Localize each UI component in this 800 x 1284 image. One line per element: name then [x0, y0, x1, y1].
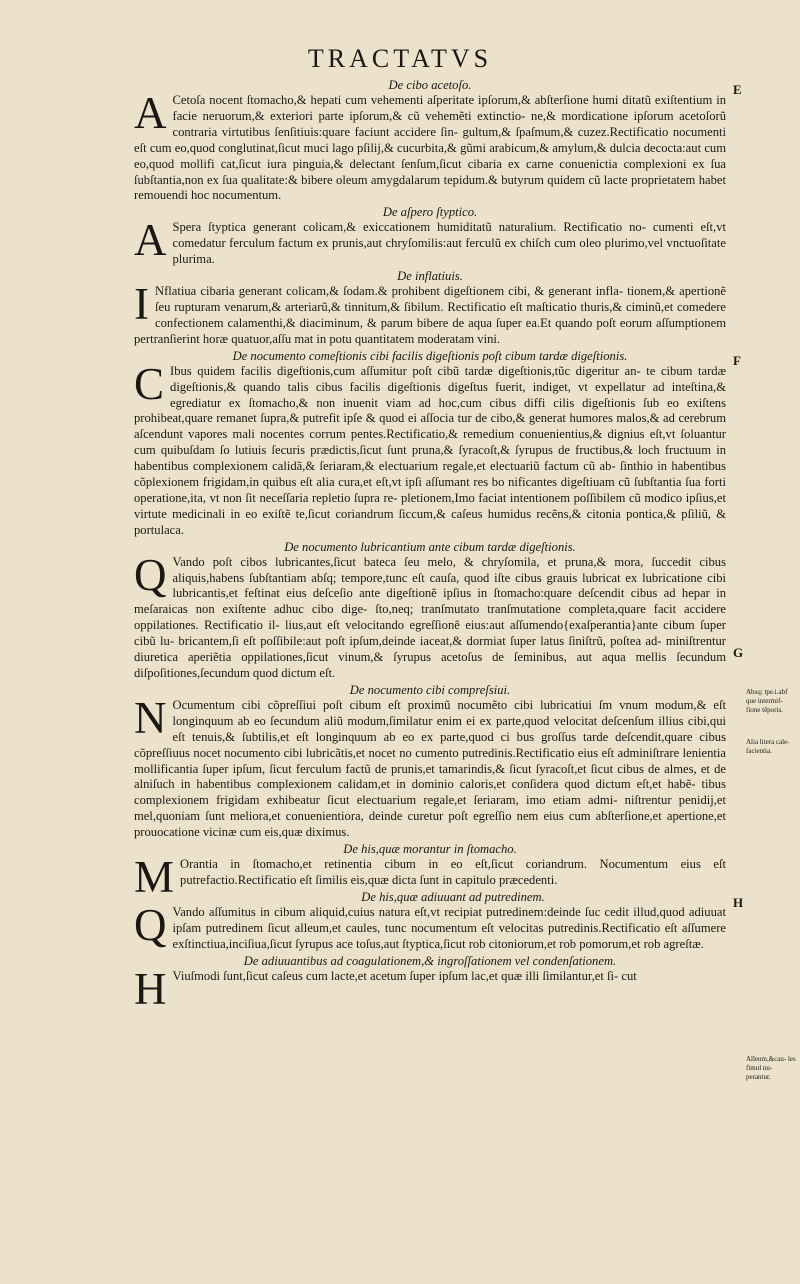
paragraph	[134, 549, 726, 682]
margin-note: Alleum,&cau- les fimul nu- perantur.	[746, 1055, 796, 1081]
drop-cap: Q	[134, 899, 167, 950]
drop-cap: A	[134, 88, 167, 138]
paragraph-text: Vando poſt cibos lubricantes,ſicut bateca ſeu melo, & chryſomila, et pruna,& mora, ſuccedit cibus aliquis,habens ſubſtantiam abſq; tempore,tunc eſt cauſa, quod iſte cibus grauis lubricat ex lubricatione cibi lubricantis,et feſtinat eius deſceſio ante digeſtionẽ ipſius in ſtomacho:quare deſcendit cibus ad hepar in meſaraicas non exiſtente adhuc cibo dige- ſto,neq; tranſmutato tranſmutatione completa,quare facit accidere oppilationes. Rectificatio il- lius,aut eſt velocitando egreſſionẽ eius:aut aſſumendo{exaſperantia}ante cibum ſuper cibũ lu- bricantem,ſi eſt poſſibile:aut poſt ipſum,deinde iaceat,& dormiat ſuper latus ſiniſtrũ, poſtea ad- miniſtrentur diuretica aperiẽtia oppilationes,ſicut vinum,& ſyrupus acetoſus de ſeminibus, aut aqua mellis ſecundum diſpoſitiones,ſecundum quod dictum eſt.	[134, 554, 726, 680]
section	[134, 683, 726, 841]
drop-cap: M	[134, 852, 175, 903]
paragraph-text: Spera ſtyptica generant colicam,& exiccationem humiditatũ naturalium. Rectificatio no- cumenti eſt,vt comedatur ferculum factum ex prunis,aut chryſomilis:aut ferculũ ex chiſch cum oleo plurimo,vel vnctuoſitate plurima.	[172, 220, 726, 267]
paragraph-text: Nflatiua cibaria generant colicam,& ſodam.& prohibent digeſtionem cibi, & generant infla- tionem,& apertionẽ ſeu rupturam venarum,& arteriarũ,& tinnitum,& ſibilum. Rectificatio eſt maſticatio thuris,& ciminũ,et comedere confectionem calamenthi,& diaciminum, & parum bibere de aqua ſuper ea.Et quando poſt eorum aſſumptionem pertranſierint horæ quatuor,aſſu mat in potu quantitatem moderatam vini.	[134, 284, 726, 346]
section	[134, 349, 726, 539]
section	[134, 269, 726, 348]
paragraph	[134, 692, 726, 841]
section-heading: De inflatiuis.	[397, 269, 463, 284]
paragraph-text: Vando aſſumitus in cibum aliquid,cuius natura eſt,vt recipiat putredinem:deinde ſuc cedit illud,quod adiuuat ipſam putredinem ſicut alleum,et caules, tunc nocumentum eſt velocitas putredinis.Rectificatio eſt aſſumere exſtinctiua,inciſiua,ſicut ſyrupus ace toſus,aut ſtyptica,ſicut rob citoniorum,et rob pomorum,et rob agreſtæ.	[172, 904, 726, 951]
section-heading: De his,quæ morantur in ſtomacho.	[343, 842, 517, 857]
paragraph-text: Orantia in ſtomacho,et retinentia cibum in eo eſt,ſicut coriandrum. Nocumentum eius eſt putrefactio.Rectificatio eſt ſimilis eis,quæ dicta ſunt in capitulo præcedenti.	[180, 857, 726, 887]
paragraph	[134, 215, 726, 268]
margin-note: Alia litera cale- facientia.	[746, 738, 790, 755]
margin-letter-h: H	[733, 895, 744, 910]
margin-note: Absq; tpe.i.abf que intermif- fione tẽporis.	[746, 688, 788, 714]
section	[134, 78, 726, 204]
section	[134, 540, 726, 682]
margin-letter-g: G	[733, 645, 744, 660]
paragraph	[134, 358, 726, 539]
drop-cap: A	[134, 215, 167, 266]
running-head: TRACTATVS	[307, 44, 493, 73]
section-heading: De nocumento cibi compreſsiui.	[349, 682, 511, 697]
paragraph	[134, 899, 726, 953]
paragraph-text: Viuſmodi ſunt,ſicut caſeus cum lacte,et acetum ſuper ipſum lac,et quæ illi ſimilantur,et ſi- cut	[172, 968, 637, 983]
section-heading: De adiuuantibus ad coagulationem,& ingroſſationem vel condenſationem.	[243, 953, 617, 968]
section-heading: De his,quæ adiuuant ad putredinem.	[361, 889, 545, 904]
section-heading: De aſpero ſtyptico.	[382, 205, 478, 220]
drop-cap: C	[134, 358, 165, 409]
section	[134, 953, 726, 1014]
margin-letter-f: F	[733, 353, 741, 368]
drop-cap: N	[134, 692, 167, 743]
section-heading: De nocumento lubricantium ante cibum tardæ digeſtionis.	[284, 539, 576, 554]
drop-cap: H	[134, 963, 167, 1014]
paragraph-text: Ocumentum cibi cõpreſſiui poſt cibum eſt proximũ nocumẽto cibi lubricatiui ſm vnum modum,& eſt longinquum ab eo ſecundum aliũ modum,ſimilatur enim ei ex parte,quod velocitat deſcenſum illius cibi,qui eſt tenuis,& ſubtilis,et eſt longinquum ab eo ex parte,quod ci bus groſſus tarde deſcendit,quare cibus cõpreſſiuus nocet nocumento cibi lubricãtis,et nocet no cumento putredinis.Rectificatio eius eſt adminiſtrare lenientia mollificantia ſuper ipſum, ſicut ferculum factũ de prunis,et tamarindis,& ſicut ſyracoſt,et ſicut cibus de almes, et de alniſuch in habentibus complexionem calidam,et in dominio caloris,et conſidera quod dictum eſt,et habẽ- tibus complexionem frigidam exhibeatur ſicut electuarium regale,et ſeriaram, imo etiam admi- niſtrentur penidij,et mel,quoniam ſunt meliora,et conuenientiora, deinde curetur poſt egreſſio nem eius cum abſterſione,et apertione,et prouocatione vicinæ cum eis,quæ diximus.	[134, 697, 726, 840]
section-heading: De nocumento comeſtionis cibi facilis digeſtionis poſt cibum tardæ digeſtionis.	[232, 348, 628, 363]
paragraph	[134, 88, 726, 204]
paragraph-text: Ibus quidem facilis digeſtionis,cum aſſumitur poſt cibũ tardæ digeſtionis,tũc digeritur an- te cibum tardæ digeſtionis,& quando talis cibus facilis digeſtionis digeſtus fuerit, indiget, vt expellatur ad inteſtina,& egrediatur ex ſtomacho,& non inuenit viam ad hoc,cum cibus diffi cilis digeſtionis ſub eo exiſtens prohibeat,quare remanet ſupra,& putrefit ipſe & quod ei aſſocia tur de cibo,& generat humores malos,& ad cerebrum aſcendunt vapores mali nocentes corrum pentes.Rectificatio,& remedium conuenientius,& dignius eſt,vt ſoluantur cum quibuſdam ſo lutiuis ſecuris prædictis,ſicut ſunt pruna,& ſyracoſt,& ſyrupus de fructibus,& loch fructuum in habentibus complexionem calidã,& ſeriaram,& electuarium regale,et electuariũ factum cũ ab- ſinthio in habentibus cõplexionem frigidam,in quibus eſt alia cura,et eſt,vt ipſi aſſumant res bo nificantes digeſtiuam cũ ſubſtantia ſua forti operatione,ita, vt non ſit neceſſaria repletio ſupra re- pletionem,Imo faciat intentionem poſſibilem cũ modico ipſius,et virtute medicinali in eo exiſtẽ te,ſicut coriandrum ſiccum,& caſeus humidus recẽns,& citonia pontica,& pſiliũ, & portulaca.	[134, 363, 726, 537]
section	[134, 890, 726, 953]
section-heading: De cibo acetoſo.	[388, 78, 472, 92]
main-text	[134, 78, 726, 1014]
paragraph	[134, 279, 726, 348]
drop-cap: I	[134, 279, 149, 330]
section	[134, 205, 726, 268]
paragraph-text: Cetoſa nocent ſtomacho,& hepati cum vehementi aſperitate ipſorum,& abſterſione humi ditatũ exiſtentium in facie neruorum,& exteriori parte ipſorum,& cũ vehemẽti extinctio- ne,& mordicatione ipſorum acetoſorũ contraria virtutibus ſenſitiuis:quare faciunt accidere ſin- gultum,& ſpaſmum,& cuzez.Rectificatio nocumenti eſt cum eo,quod conglutinat,ſicut muci lago pſilij,& cucurbita,& gũmi arabicum,& amylum,& dulcia decocta:aut cum eo,quod mollifi cat,ſicut iura pinguia,& delectant ſenſum,ſicut cibaria ex carne conuenictia complexioni ex ſua ſubſtantia,non ex ſua qualitate:& bibere oleum amygdalarum tepidum.& butyrum quidem cũ lacte proprietatem habet remouendi hoc nocumentum.	[134, 93, 726, 203]
drop-cap: Q	[134, 549, 167, 600]
margin-letter-e: E	[733, 82, 742, 97]
paragraph	[134, 963, 726, 1014]
